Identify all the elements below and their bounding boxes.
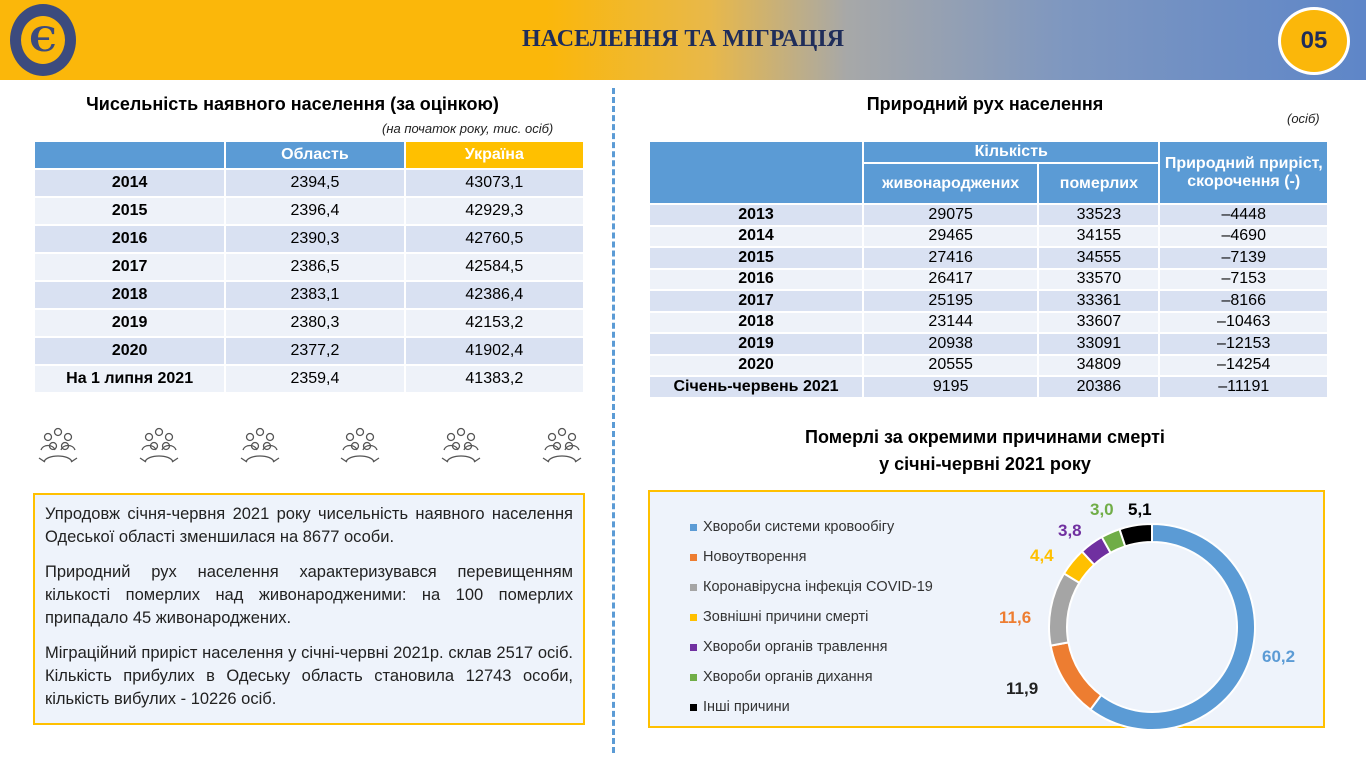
row-label: 2015 [650,248,862,268]
cell: 42386,4 [406,282,583,308]
legend-label: Хвороби органів дихання [703,669,873,685]
cell: 9195 [864,377,1037,397]
table-row [35,282,583,308]
cell: 33523 [1039,205,1158,225]
cell: –7139 [1160,248,1327,268]
table-row [35,338,583,364]
cell: 2396,4 [226,198,403,224]
cell: 2383,1 [226,282,403,308]
header-banner [0,0,1366,80]
row-label: 2013 [650,205,862,225]
people-icons [35,424,585,468]
col-header: Область [226,142,403,168]
summary-paragraph: Міграційний приріст населення у січні-червні 2021р. склав 2517 осіб. Кількість прибулих в Одеську область становила 12743 особи, кількість вибулих - 10226 осіб. [45,644,573,708]
col-header: померлих [1039,164,1158,203]
cell: –4690 [1160,227,1327,247]
population-note: (на початок року, тис. осіб) [382,121,554,136]
cell: 2394,5 [226,170,403,196]
population-table [33,140,585,394]
table-row [35,254,583,280]
legend-label: Інші причини [703,699,790,715]
summary-box [33,493,585,725]
row-label: Січень-червень 2021 [650,377,862,397]
natural-movement-table [648,140,1329,399]
row-label: 2017 [650,291,862,311]
data-label: 4,4 [1030,546,1054,565]
cell: 23144 [864,313,1037,333]
summary-paragraph: Природний рух населення характеризувався перевищенням кількості померлих над живонародженими: на 100 померлих припадало 45 живонароджених. [45,563,573,627]
cell: 20938 [864,334,1037,354]
donut-chart [650,492,1327,730]
cell: 2386,5 [226,254,403,280]
natural-title: Природний рух населення [866,94,1104,114]
col-header: Кількість [864,142,1158,162]
cell: 29465 [864,227,1037,247]
cell: 34555 [1039,248,1158,268]
donut-slice [1049,573,1079,645]
page-title: НАСЕЛЕННЯ ТА МІГРАЦІЯ [521,26,845,52]
row-label: 2014 [650,227,862,247]
people-group-icon [438,424,484,468]
table-row [650,291,1327,311]
row-label: 2018 [35,282,224,308]
row-label: 2019 [650,334,862,354]
page-number-badge: 05 [1278,7,1350,75]
legend-label: Коронавірусна інфекція COVID-19 [703,579,933,595]
people-group-icon [539,424,585,468]
cell: 34155 [1039,227,1158,247]
cell: –8166 [1160,291,1327,311]
chart-title-line: Померлі за окремими причинами смерті [805,427,1165,447]
col-header: Україна [406,142,583,168]
cell: 26417 [864,270,1037,290]
cell: 43073,1 [406,170,583,196]
causes-of-death-chart [648,490,1325,728]
table-row [650,313,1327,333]
legend-label: Хвороби органів травлення [703,639,888,655]
donut-slice [1051,642,1101,709]
table-row [35,198,583,224]
chart-title [650,424,1320,478]
cell: –10463 [1160,313,1327,333]
data-label: 3,8 [1058,521,1082,540]
row-label: 2017 [35,254,224,280]
row-label: 2019 [35,310,224,336]
cell: 20555 [864,356,1037,376]
cell: 42760,5 [406,226,583,252]
cell: 33607 [1039,313,1158,333]
cell: 33091 [1039,334,1158,354]
cell: –12153 [1160,334,1327,354]
cell: 42153,2 [406,310,583,336]
people-group-icon [136,424,182,468]
data-label: 5,1 [1128,500,1152,519]
col-header: живонароджених [864,164,1037,203]
table-row [650,356,1327,376]
cell: –14254 [1160,356,1327,376]
cell: 33361 [1039,291,1158,311]
people-group-icon [337,424,383,468]
people-group-icon [35,424,81,468]
data-label: 11,6 [999,608,1032,627]
cell: 25195 [864,291,1037,311]
data-label: 11,9 [1006,679,1039,698]
table-row [35,310,583,336]
table-row [35,226,583,252]
table-row [650,227,1327,247]
cell: 2359,4 [226,366,403,392]
donut-slice [1090,524,1255,730]
row-label: 2020 [35,338,224,364]
derzhstat-logo: Є [10,4,76,76]
cell: 2380,3 [226,310,403,336]
table-row [650,270,1327,290]
cell: –11191 [1160,377,1327,397]
cell: 42929,3 [406,198,583,224]
cell: –4448 [1160,205,1327,225]
people-group-icon [237,424,283,468]
table-row [650,377,1327,397]
cell: 2390,3 [226,226,403,252]
chart-title-line: у січні-червні 2021 року [879,454,1091,474]
table-row [35,366,583,392]
row-label: 2018 [650,313,862,333]
data-label: 60,2 [1262,647,1296,666]
cell: 33570 [1039,270,1158,290]
cell: –7153 [1160,270,1327,290]
col-header [35,142,224,168]
cell: 41383,2 [406,366,583,392]
table-row [650,334,1327,354]
cell: 42584,5 [406,254,583,280]
row-label: 2020 [650,356,862,376]
natural-note: (осіб) [1287,111,1320,126]
cell: 20386 [1039,377,1158,397]
cell: 29075 [864,205,1037,225]
population-title: Чисельність наявного населення (за оцінкою) [86,94,499,114]
row-label: 2014 [35,170,224,196]
section-divider [612,88,615,753]
col-header [650,142,862,203]
legend-label: Новоутворення [703,549,807,565]
data-label: 3,0 [1090,500,1114,519]
cell: 34809 [1039,356,1158,376]
table-row [650,248,1327,268]
cell: 2377,2 [226,338,403,364]
legend-label: Хвороби системи кровообігу [703,519,895,535]
cell: 41902,4 [406,338,583,364]
row-label: 2016 [35,226,224,252]
row-label: На 1 липня 2021 [35,366,224,392]
table-row [35,170,583,196]
donut-slice [1120,524,1152,546]
table-row [650,205,1327,225]
row-label: 2016 [650,270,862,290]
col-header: Природний приріст, скорочення (-) [1160,142,1327,203]
legend-label: Зовнішні причини смерті [703,609,869,625]
row-label: 2015 [35,198,224,224]
summary-paragraph: Упродовж січня-червня 2021 року чисельність наявного населення Одеської області зменшилася на 8677 особи. [45,505,573,546]
cell: 27416 [864,248,1037,268]
